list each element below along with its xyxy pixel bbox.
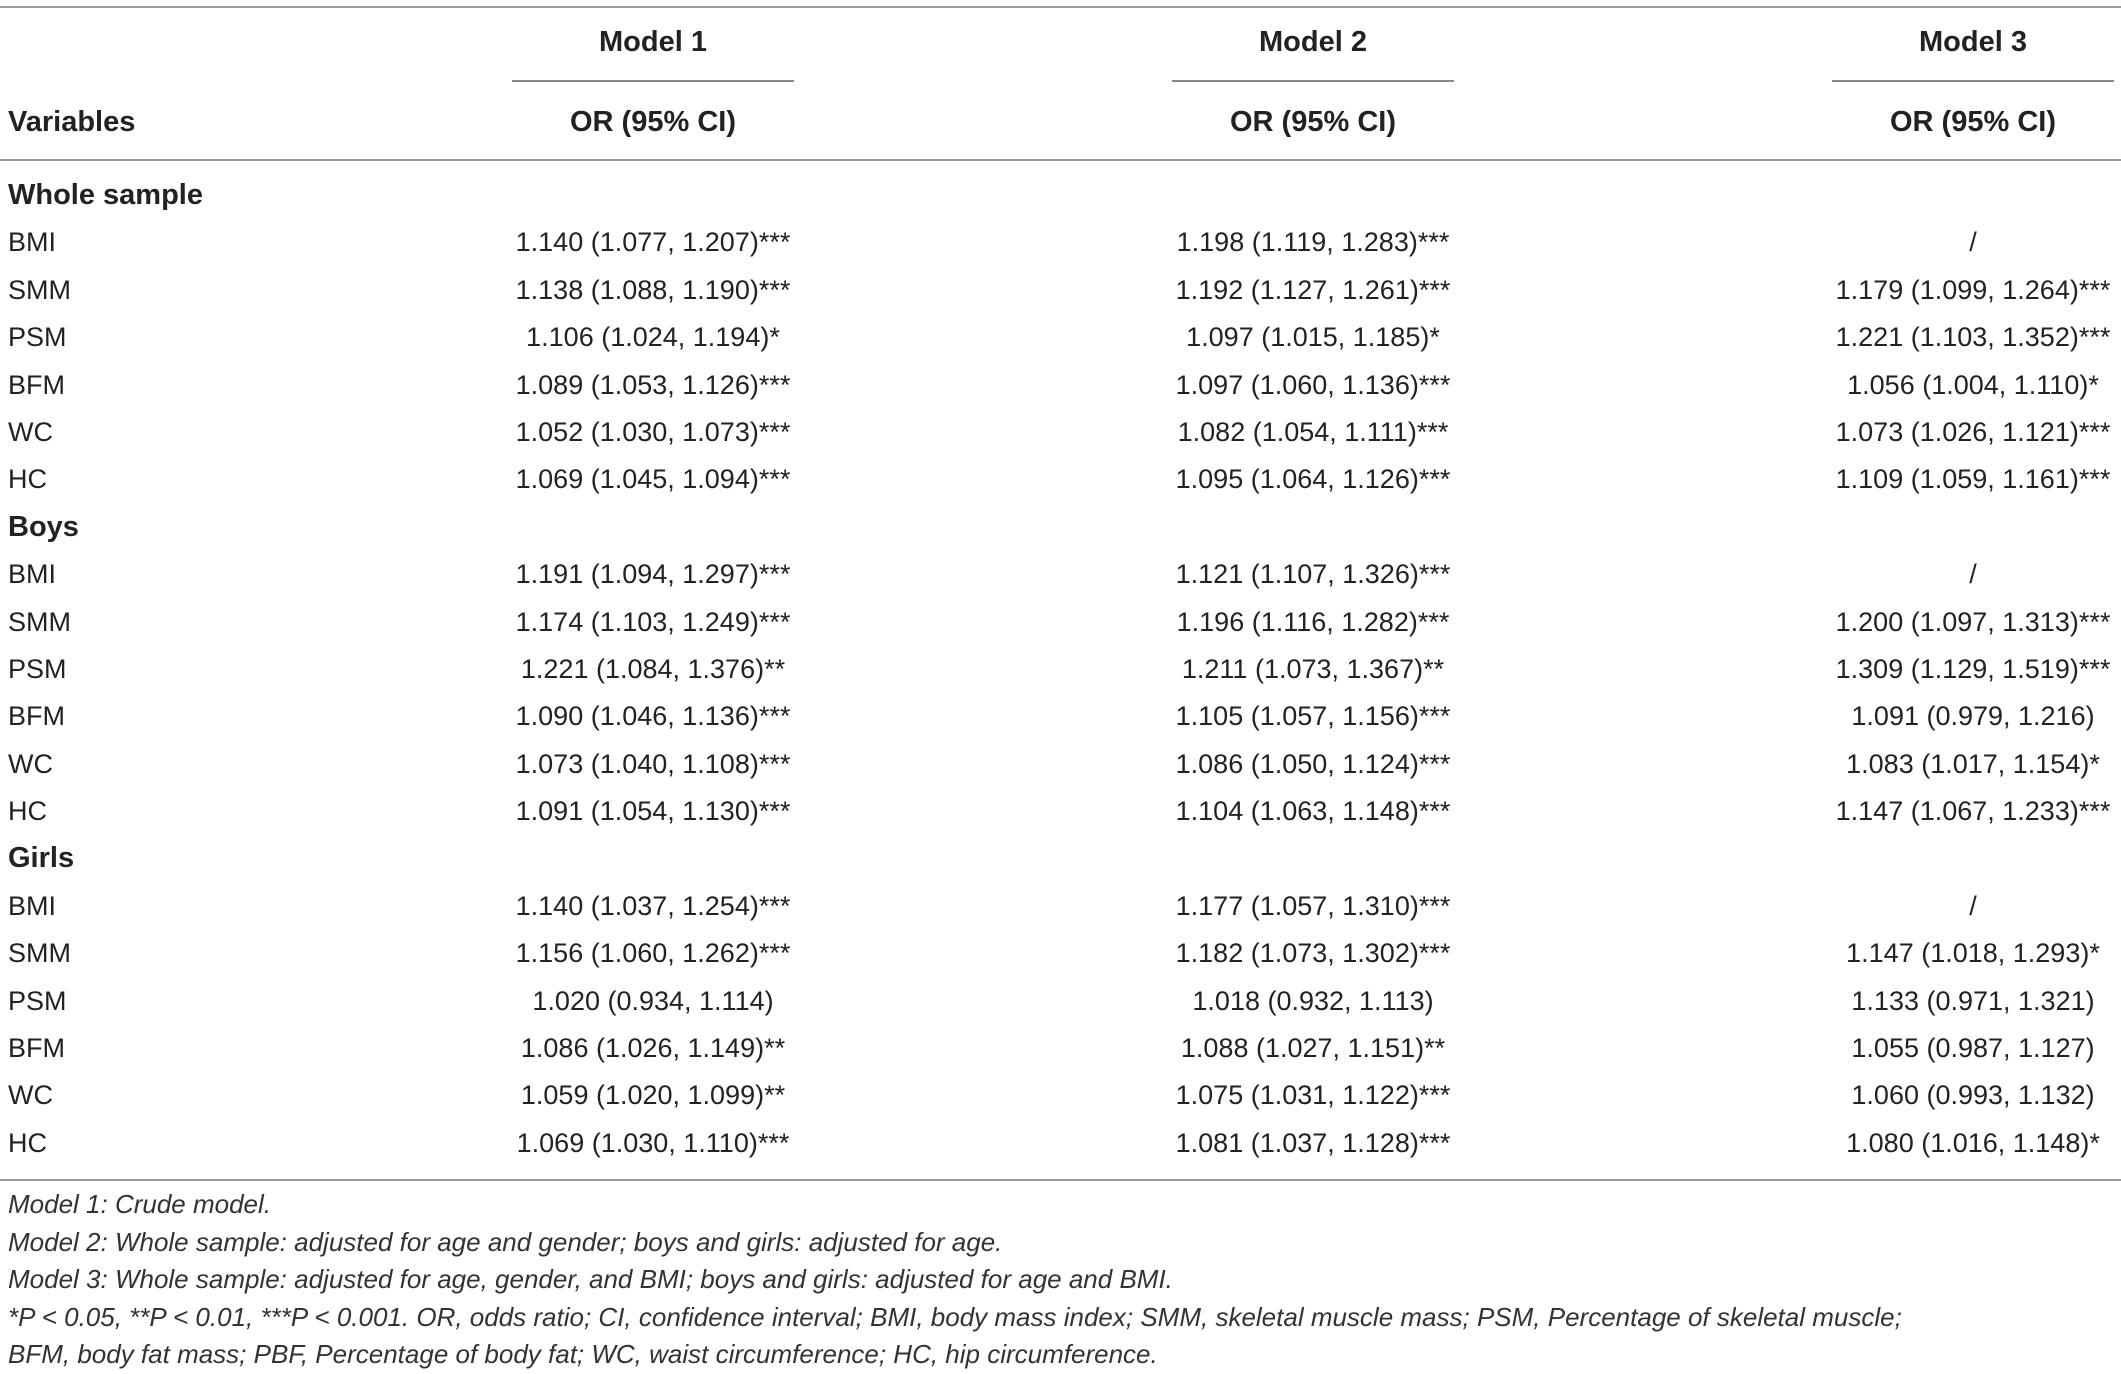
variable-label: SMM bbox=[8, 606, 71, 637]
model-1-cell: 1.069 (1.045, 1.094)*** bbox=[515, 464, 791, 495]
model-1-underline bbox=[512, 80, 794, 82]
model-1-cell: 1.174 (1.103, 1.249)*** bbox=[515, 606, 791, 637]
model-2-cell: 1.105 (1.057, 1.156)*** bbox=[1175, 701, 1451, 732]
section-row bbox=[0, 504, 2121, 551]
model-2-cell: 1.097 (1.015, 1.185)* bbox=[1186, 322, 1440, 353]
variable-label: SMM bbox=[8, 274, 71, 305]
model-3-subheader: OR (95% CI) bbox=[1890, 106, 2056, 138]
table-body bbox=[0, 172, 2121, 1167]
footnote-line: Model 1: Crude model. bbox=[8, 1189, 272, 1219]
model-2-cell: 1.018 (0.932, 1.113) bbox=[1192, 985, 1434, 1016]
model-2-cell: 1.082 (1.054, 1.111)*** bbox=[1177, 416, 1449, 447]
model-3-cell: 1.083 (1.017, 1.154)* bbox=[1846, 748, 2100, 779]
model-3-cell: 1.073 (1.026, 1.121)*** bbox=[1835, 416, 2111, 447]
model-3-cell: 1.147 (1.067, 1.233)*** bbox=[1835, 796, 2111, 827]
model-2-cell: 1.196 (1.116, 1.282)*** bbox=[1176, 606, 1450, 637]
model-2-cell: 1.081 (1.037, 1.128)*** bbox=[1175, 1127, 1451, 1158]
model-1-cell: 1.073 (1.040, 1.108)*** bbox=[515, 748, 791, 779]
model-3-header: Model 3 bbox=[1919, 26, 2027, 58]
model-3-cell: 1.055 (0.987, 1.127) bbox=[1851, 1033, 2095, 1064]
table-row bbox=[0, 599, 2121, 646]
model-3-cell: 1.179 (1.099, 1.264)*** bbox=[1835, 274, 2111, 305]
footnote-line: BFM, body fat mass; PBF, Percentage of body fat; WC, waist circumference; HC, hip circumference. bbox=[8, 1339, 1158, 1369]
variable-label: WC bbox=[8, 748, 53, 779]
model-3-cell: 1.060 (0.993, 1.132) bbox=[1851, 1080, 2095, 1111]
model-1-cell: 1.069 (1.030, 1.110)*** bbox=[516, 1127, 790, 1158]
model-3-cell: 1.309 (1.129, 1.519)*** bbox=[1835, 653, 2111, 684]
model-3-cell: 1.147 (1.018, 1.293)* bbox=[1846, 938, 2100, 969]
model-3-cell: 1.221 (1.103, 1.352)*** bbox=[1835, 322, 2111, 353]
table-footnotes bbox=[8, 1186, 2113, 1374]
model-3-underline bbox=[1832, 80, 2114, 82]
model-3-cell: / bbox=[1969, 559, 1977, 590]
variables-header: Variables bbox=[8, 106, 136, 138]
variable-label: BFM bbox=[8, 701, 65, 732]
model-1-cell: 1.221 (1.084, 1.376)** bbox=[520, 653, 786, 684]
table-row bbox=[0, 788, 2121, 835]
variable-label: BFM bbox=[8, 369, 65, 400]
variable-label: HC bbox=[8, 1127, 47, 1158]
table-row bbox=[0, 1120, 2121, 1167]
model-1-cell: 1.156 (1.060, 1.262)*** bbox=[515, 938, 791, 969]
model-2-cell: 1.198 (1.119, 1.283)*** bbox=[1176, 227, 1450, 258]
model-2-header: Model 2 bbox=[1259, 26, 1367, 58]
variable-label: HC bbox=[8, 464, 47, 495]
model-2-cell: 1.211 (1.073, 1.367)** bbox=[1181, 653, 1445, 684]
section-label: Girls bbox=[8, 842, 75, 875]
table-row bbox=[0, 456, 2121, 503]
section-row bbox=[0, 835, 2121, 882]
variable-label: HC bbox=[8, 796, 47, 827]
footnote-line: Model 3: Whole sample: adjusted for age, gender, and BMI; boys and girls: adjusted for age and BMI. bbox=[8, 1264, 1173, 1294]
variable-label: WC bbox=[8, 416, 53, 447]
model-1-cell: 1.020 (0.934, 1.114) bbox=[532, 985, 774, 1016]
model-3-cell: 1.133 (0.971, 1.321) bbox=[1851, 985, 2095, 1016]
table-bottom-rule bbox=[0, 1179, 2121, 1181]
variable-label: PSM bbox=[8, 322, 67, 353]
model-2-cell: 1.086 (1.050, 1.124)*** bbox=[1175, 748, 1451, 779]
header-bottom-rule bbox=[0, 159, 2121, 161]
model-3-cell: 1.080 (1.016, 1.148)* bbox=[1846, 1127, 2100, 1158]
model-2-cell: 1.088 (1.027, 1.151)** bbox=[1180, 1033, 1446, 1064]
model-1-cell: 1.052 (1.030, 1.073)*** bbox=[515, 416, 791, 447]
model-2-cell: 1.075 (1.031, 1.122)*** bbox=[1175, 1080, 1451, 1111]
variable-label: BFM bbox=[8, 1033, 65, 1064]
model-1-cell: 1.059 (1.020, 1.099)** bbox=[520, 1080, 786, 1111]
table-row bbox=[0, 930, 2121, 977]
variable-label: PSM bbox=[8, 653, 67, 684]
footnote-line: *P < 0.05, **P < 0.01, ***P < 0.001. OR, odds ratio; CI, confidence interval; BMI, body mass index; SMM, skeletal muscle mass; PSM, Percentage of skeletal muscle; bbox=[8, 1301, 1902, 1332]
model-1-header: Model 1 bbox=[599, 26, 707, 58]
table-row bbox=[0, 314, 2121, 361]
variable-label: SMM bbox=[8, 938, 71, 969]
model-1-subheader: OR (95% CI) bbox=[570, 106, 736, 138]
table-row bbox=[0, 741, 2121, 788]
section-row bbox=[0, 172, 2121, 219]
model-2-subheader: OR (95% CI) bbox=[1230, 106, 1396, 138]
model-2-cell: 1.097 (1.060, 1.136)*** bbox=[1175, 369, 1451, 400]
model-3-cell: 1.056 (1.004, 1.110)* bbox=[1847, 369, 2099, 400]
model-2-cell: 1.182 (1.073, 1.302)*** bbox=[1175, 938, 1451, 969]
variable-label: BMI bbox=[8, 227, 57, 258]
table-top-rule bbox=[0, 6, 2121, 8]
table-row bbox=[0, 219, 2121, 266]
section-label: Whole sample bbox=[8, 179, 203, 211]
model-1-cell: 1.140 (1.077, 1.207)*** bbox=[515, 227, 791, 258]
variable-label: BMI bbox=[8, 559, 57, 590]
model-2-cell: 1.121 (1.107, 1.326)*** bbox=[1175, 559, 1451, 590]
variable-label: BMI bbox=[8, 890, 57, 921]
table-row bbox=[0, 551, 2121, 598]
table-row bbox=[0, 267, 2121, 314]
table-row bbox=[0, 362, 2121, 409]
model-2-cell: 1.095 (1.064, 1.126)*** bbox=[1175, 464, 1451, 495]
model-2-cell: 1.104 (1.063, 1.148)*** bbox=[1175, 796, 1451, 827]
footnote-line: Model 2: Whole sample: adjusted for age and gender; boys and girls: adjusted for age. bbox=[8, 1226, 1003, 1257]
model-1-cell: 1.106 (1.024, 1.194)* bbox=[526, 322, 780, 353]
model-3-cell: 1.200 (1.097, 1.313)*** bbox=[1835, 606, 2111, 637]
table-row bbox=[0, 1025, 2121, 1072]
variable-label: PSM bbox=[8, 985, 67, 1016]
model-2-underline bbox=[1172, 80, 1454, 82]
model-3-cell: / bbox=[1969, 890, 1977, 921]
model-1-cell: 1.089 (1.053, 1.126)*** bbox=[515, 369, 791, 400]
table-row bbox=[0, 409, 2121, 456]
table-row bbox=[0, 883, 2121, 930]
model-3-cell: 1.091 (0.979, 1.216) bbox=[1851, 701, 2095, 732]
table-row bbox=[0, 978, 2121, 1025]
model-1-cell: 1.090 (1.046, 1.136)*** bbox=[515, 701, 791, 732]
table-row bbox=[0, 646, 2121, 693]
model-1-cell: 1.086 (1.026, 1.149)** bbox=[520, 1033, 786, 1064]
section-label: Boys bbox=[8, 510, 79, 543]
model-1-cell: 1.091 (1.054, 1.130)*** bbox=[515, 796, 791, 827]
table-row bbox=[0, 1072, 2121, 1119]
model-3-cell: / bbox=[1969, 227, 1977, 258]
model-1-cell: 1.191 (1.094, 1.297)*** bbox=[515, 559, 791, 590]
model-1-cell: 1.140 (1.037, 1.254)*** bbox=[515, 890, 791, 921]
model-2-cell: 1.177 (1.057, 1.310)*** bbox=[1175, 890, 1451, 921]
model-1-cell: 1.138 (1.088, 1.190)*** bbox=[515, 274, 791, 305]
variable-label: WC bbox=[8, 1080, 53, 1111]
model-3-cell: 1.109 (1.059, 1.161)*** bbox=[1835, 464, 2111, 495]
model-2-cell: 1.192 (1.127, 1.261)*** bbox=[1175, 274, 1451, 305]
table-row bbox=[0, 693, 2121, 740]
